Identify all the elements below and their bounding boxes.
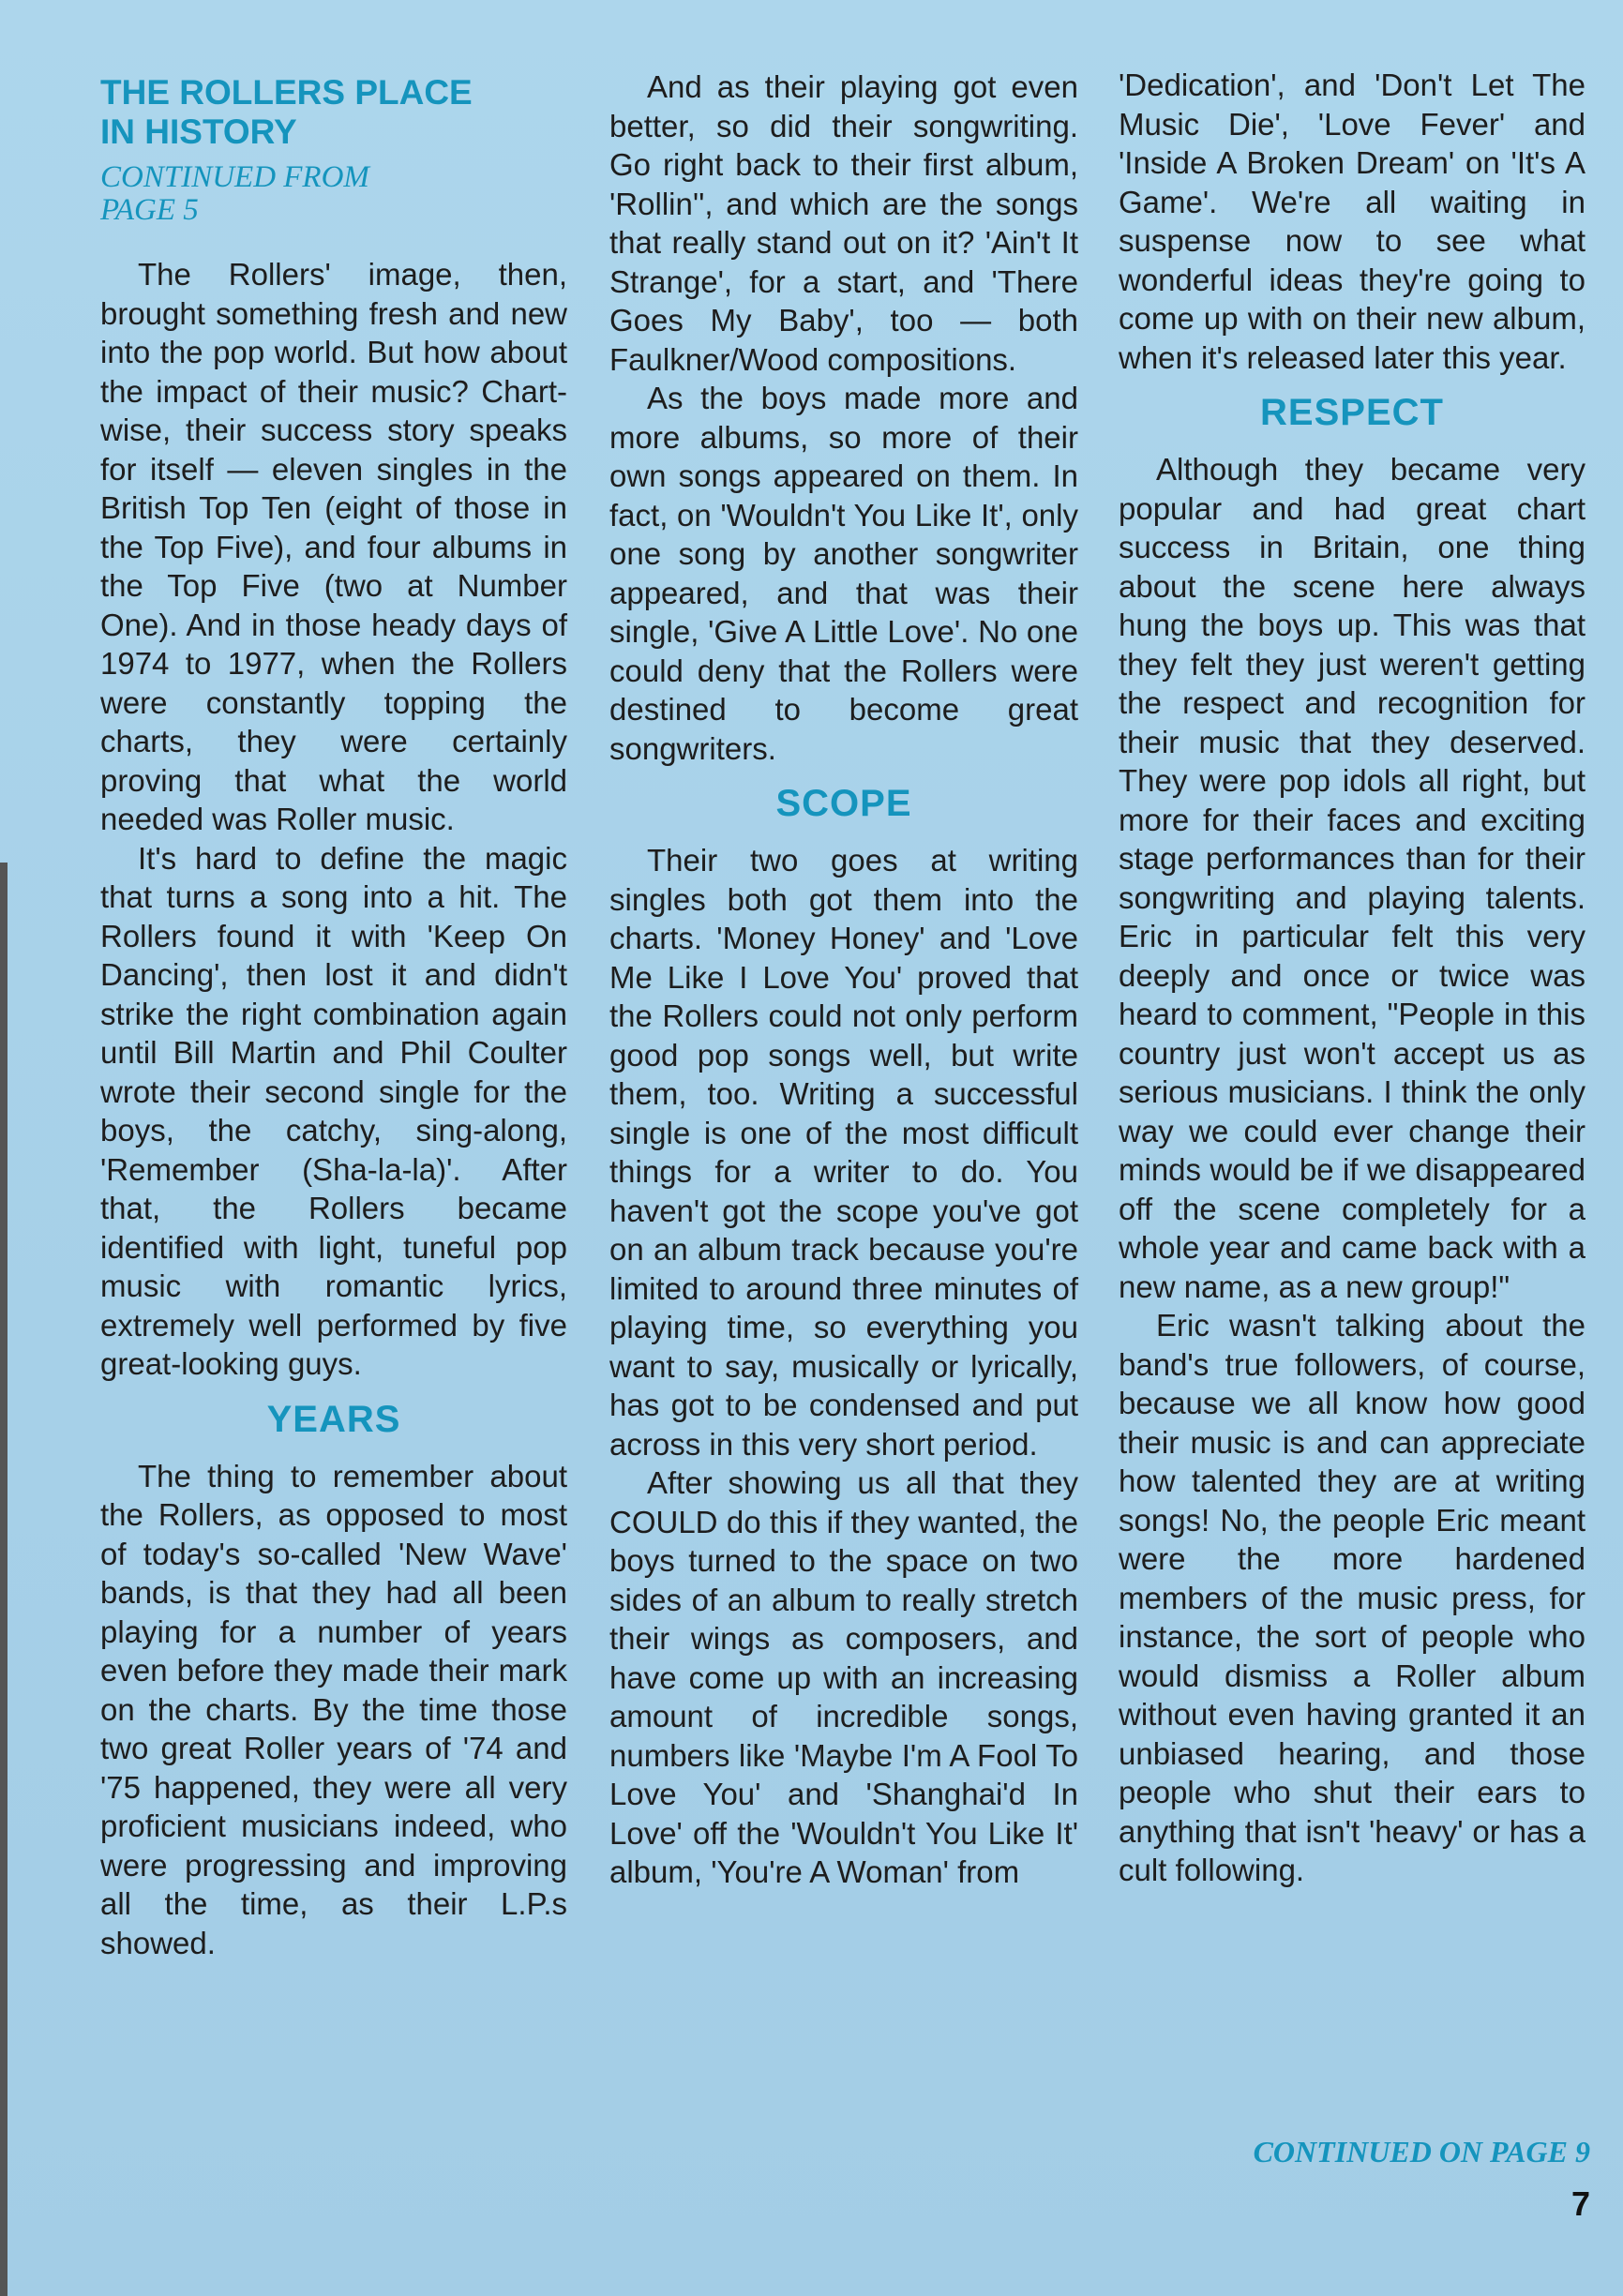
- continued-on: CONTINUED ON PAGE 9: [1253, 2135, 1590, 2168]
- continued-from-line2: PAGE 5: [100, 193, 199, 227]
- paragraph: 'Dedication', and 'Don't Let The Music Die', 'Love Fever' and 'Inside A Broken Dream' on 'It's A Game'. We're all waiting in suspense now to see what wonderful ideas they're going to come up with on their new album, when it's released later this year.: [1119, 68, 1585, 375]
- continued-from: [100, 161, 567, 227]
- paragraph: Their two goes at writing singles both got them into the charts. 'Money Honey' and 'Love Me Like I Love You' proved that the Rollers could not only perform good pop songs well, but write them, too. Writing a successful single is one of the most difficult things for a writer to do. You haven't got the scope you've got on an album track because you're limited to around three minutes of playing time, so everything you want to say, musically or lyrically, has got to be condensed and put across in this very short period.: [609, 843, 1078, 1462]
- article-title: [100, 73, 567, 152]
- page-number: 7: [1570, 2184, 1590, 2223]
- paragraph: It's hard to define the magic that turns a song into a hit. The Rollers found it with 'Keep On Dancing', then lost it and didn't strike the right combination again until Bill Martin and Phil Coulter wrote their second single for the boys, the catchy, sing-along, 'Remember (Sha-la-la)'. After that, the Rollers became identified with light, tuneful pop music with romantic lyrics, extremely well performed by five great-looking guys.: [100, 840, 567, 1381]
- column-1: [100, 73, 567, 1962]
- paragraph: After showing us all that they COULD do this if they wanted, the boys turned to the space on two sides of an album to really stretch their wings as composers, and have come up with an increasing amount of incredible songs, numbers like 'Maybe I'm A Fool To Love You' and 'Shanghai'd In Love' off the 'Wouldn't You Like It' album, 'You're A Woman' from: [609, 1465, 1078, 1889]
- paragraph: The Rollers' image, then, brought something fresh and new into the pop world. But how about the impact of their music? Chart-wise, their success story speaks for itself — eleven singles in the British Top Ten (eight of those in the Top Five), and four albums in the Top Five (two at Number One). And in those heady days of 1974 to 1977, when the Rollers were constantly topping the charts, they were certainly proving that what the world needed was Roller music.: [100, 257, 567, 836]
- section-heading-years: YEARS: [266, 1398, 401, 1440]
- column-2: [609, 68, 1078, 1892]
- paragraph: And as their playing got even better, so did their songwriting. Go right back to their first album, 'Rollin'', and which are the songs that really stand out on it? 'Ain't It Strange', for a start, and 'There Goes My Baby', too — both Faulkner/Wood compositions.: [609, 69, 1078, 377]
- paragraph: Eric wasn't talking about the band's true followers, of course, because we all know how good their music is and can appreciate how talented they are at writing songs! No, the people Eric meant were the more hardened members of the music press, for instance, the sort of people who would dismiss a Roller album without even having granted it an unbiased hearing, and those people who shut their ears to anything that isn't 'heavy' or has a cult following.: [1119, 1308, 1585, 1887]
- paragraph: Although they became very popular and had great chart success in Britain, one thing about the scene here always hung the boys up. This was that they felt they just weren't getting the respect and recognition for their music that they deserved. They were pop idols all right, but more for their faces and exciting stage performances than for their songwriting and playing talents. Eric in particular felt this very deeply and once or twice was heard to comment, "People in this country just won't accept us as serious musicians. I think the only way we could ever change their minds would be if we disappeared off the scene completely for a whole year and came back with a new name, as a new group!": [1119, 452, 1585, 1304]
- section-heading-respect: RESPECT: [1260, 392, 1444, 433]
- page-edge-shadow: [0, 863, 8, 2296]
- column-3: [1119, 66, 1585, 1890]
- article-title-line1: THE ROLLERS PLACE: [100, 73, 473, 112]
- section-heading-scope: SCOPE: [775, 783, 912, 824]
- paragraph: As the boys made more and more albums, so more of their own songs appeared on them. In fact, on 'Wouldn't You Like It', only one song by another songwriter appeared, and that was their single, 'Give A Little Love'. No one could deny that the Rollers were destined to become great songwriters.: [609, 381, 1078, 766]
- continued-from-line1: CONTINUED FROM: [100, 160, 369, 194]
- paragraph: The thing to remember about the Rollers, as opposed to most of today's so-called 'New Wave' bands, is that they had all been playing for a number of years even before they made their mark on the charts. By the time those two great Roller years of '74 and '75 happened, they were all very proficient musicians indeed, who were progressing and improving all the time, as their L.P.s showed.: [100, 1458, 567, 1960]
- article-title-line2: IN HISTORY: [100, 113, 297, 151]
